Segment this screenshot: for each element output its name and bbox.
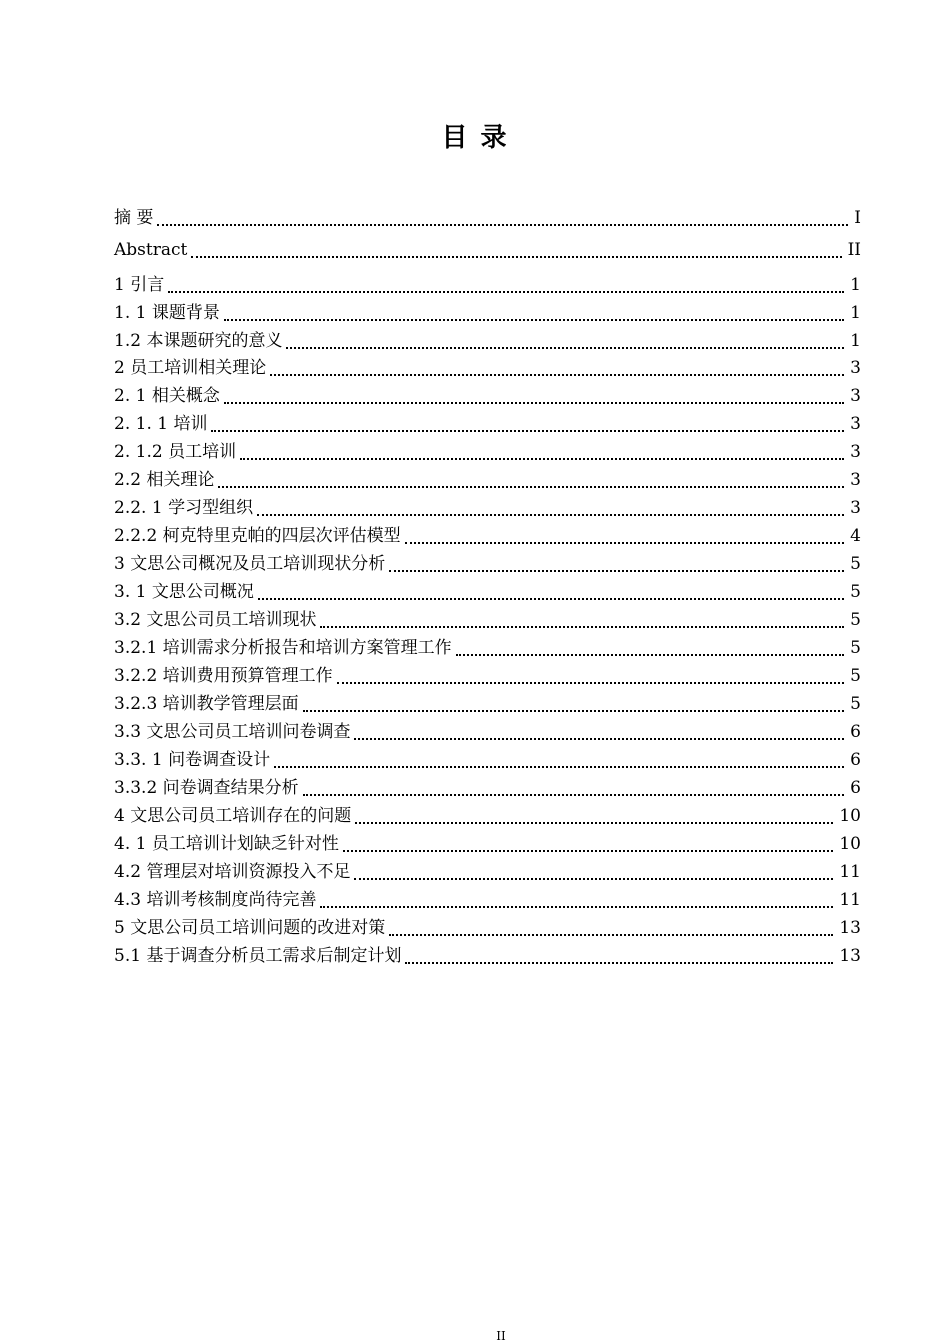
toc-entry-section[interactable] — [114, 468, 861, 492]
toc-entry-section[interactable] — [114, 329, 861, 353]
toc-entry-page: 6 — [850, 722, 861, 742]
toc-entry-label: 4.2 管理层对培训资源投入不足 — [114, 862, 351, 882]
toc-entry-label: 2. 1 相关概念 — [114, 386, 220, 406]
toc-entry-section[interactable] — [114, 384, 861, 408]
dot-leader — [456, 654, 845, 656]
toc-entry-page: 5 — [850, 610, 861, 630]
toc-entry-page: 5 — [850, 694, 861, 714]
dot-leader — [218, 486, 844, 488]
dot-leader — [168, 291, 844, 293]
toc-entry-page: 13 — [839, 946, 861, 966]
toc-entry-label: 1 引言 — [114, 275, 165, 295]
toc-entry-subsection[interactable] — [114, 636, 861, 660]
toc-entry-label: 2.2 相关理论 — [114, 470, 215, 490]
toc-entry-page: I — [854, 208, 861, 228]
toc-entry-label: 3.3. 1 问卷调查设计 — [114, 750, 271, 770]
dot-leader — [258, 598, 844, 600]
toc-entry-page: 5 — [850, 554, 861, 574]
toc-entry-section[interactable] — [114, 580, 861, 604]
toc-entry-page: 6 — [850, 750, 861, 770]
toc-entry-chapter-5[interactable] — [114, 916, 861, 940]
toc-entry-label: 1.2 本课题研究的意义 — [114, 331, 283, 351]
toc-entry-label: 2. 1. 1 培训 — [114, 414, 208, 434]
toc-entry-page: 3 — [850, 358, 861, 378]
toc-entry-label: 3.3.2 问卷调查结果分析 — [114, 778, 299, 798]
toc-entry-page: 5 — [850, 666, 861, 686]
toc-entry-label: 4. 1 员工培训计划缺乏针对性 — [114, 834, 339, 854]
toc-entry-page: 3 — [850, 470, 861, 490]
dot-leader — [320, 906, 833, 908]
dot-leader — [191, 256, 841, 258]
dot-leader — [303, 794, 845, 796]
toc-entry-page: 11 — [839, 890, 861, 910]
dot-leader — [211, 430, 844, 432]
dot-leader — [240, 458, 844, 460]
toc-entry-chapter-3[interactable] — [114, 552, 861, 576]
toc-entry-label: 1. 1 课题背景 — [114, 303, 220, 323]
toc-entry-section[interactable] — [114, 301, 861, 325]
toc-entry-section[interactable] — [114, 860, 861, 884]
toc-entry-page: II — [847, 240, 861, 260]
toc-entry-subsection[interactable] — [114, 524, 861, 548]
toc-entry-label: 4 文思公司员工培训存在的问题 — [114, 806, 352, 826]
dot-leader — [270, 374, 844, 376]
toc-entry-subsection[interactable] — [114, 692, 861, 716]
toc-entry-abstract-cn[interactable] — [114, 206, 861, 230]
toc-entry-label: 5.1 基于调查分析员工需求后制定计划 — [114, 946, 402, 966]
toc-entry-label: 3.2.1 培训需求分析报告和培训方案管理工作 — [114, 638, 452, 658]
toc-entry-subsection[interactable] — [114, 776, 861, 800]
toc-entry-page: 5 — [850, 638, 861, 658]
dot-leader — [274, 766, 844, 768]
toc-entry-section[interactable] — [114, 888, 861, 912]
toc-entry-label: 2.2.2 柯克特里克帕的四层次评估模型 — [114, 526, 401, 546]
dot-leader — [320, 626, 844, 628]
toc-entry-label: 3.2.2 培训费用预算管理工作 — [114, 666, 333, 686]
toc-entry-page: 3 — [850, 498, 861, 518]
toc-entry-page: 6 — [850, 778, 861, 798]
toc-entry-page: 3 — [850, 442, 861, 462]
toc-entry-label: 2. 1.2 员工培训 — [114, 442, 237, 462]
dot-leader — [389, 934, 833, 936]
toc-entry-chapter-1[interactable] — [114, 273, 861, 297]
toc-entry-section[interactable] — [114, 608, 861, 632]
dot-leader — [389, 570, 844, 572]
dot-leader — [337, 682, 845, 684]
dot-leader — [257, 514, 844, 516]
toc-entry-section[interactable] — [114, 832, 861, 856]
dot-leader — [354, 738, 844, 740]
toc-entry-page: 3 — [850, 414, 861, 434]
toc-entry-page: 5 — [850, 582, 861, 602]
dot-leader — [354, 878, 833, 880]
toc-entry-label: 5 文思公司员工培训问题的改进对策 — [114, 918, 386, 938]
toc-entry-page: 1 — [850, 331, 861, 351]
toc-entry-section[interactable] — [114, 720, 861, 744]
toc-entry-abstract-en[interactable] — [114, 238, 861, 262]
toc-entry-label: Abstract — [114, 240, 188, 260]
toc-entry-label: 2.2. 1 学习型组织 — [114, 498, 254, 518]
toc-entry-page: 3 — [850, 386, 861, 406]
dot-leader — [405, 962, 833, 964]
dot-leader — [343, 850, 834, 852]
toc-entry-chapter-4[interactable] — [114, 804, 861, 828]
toc-entry-subsection[interactable] — [114, 496, 861, 520]
page-number: II — [496, 1329, 506, 1343]
dot-leader — [224, 402, 844, 404]
toc-entry-chapter-2[interactable] — [114, 356, 861, 380]
toc-entry-page: 10 — [839, 806, 861, 826]
toc-entry-label: 3.2.3 培训教学管理层面 — [114, 694, 299, 714]
dot-leader — [303, 710, 845, 712]
dot-leader — [224, 319, 844, 321]
toc-entry-label: 3. 1 文思公司概况 — [114, 582, 254, 602]
toc-entry-subsection[interactable] — [114, 748, 861, 772]
toc-entry-page: 4 — [850, 526, 861, 546]
dot-leader — [157, 224, 848, 226]
toc-entry-page: 13 — [839, 918, 861, 938]
toc-entry-label: 2 员工培训相关理论 — [114, 358, 267, 378]
dot-leader — [405, 542, 845, 544]
toc-entry-label: 3 文思公司概况及员工培训现状分析 — [114, 554, 386, 574]
dot-leader — [286, 347, 844, 349]
toc-entry-page: 1 — [850, 303, 861, 323]
toc-entry-page: 11 — [839, 862, 861, 882]
dot-leader — [355, 822, 833, 824]
toc-entry-subsection[interactable] — [114, 412, 861, 436]
toc-entry-section[interactable] — [114, 944, 861, 968]
toc-entry-label: 3.3 文思公司员工培训问卷调查 — [114, 722, 351, 742]
page-title: 目 录 — [441, 123, 509, 153]
toc-entry-label: 4.3 培训考核制度尚待完善 — [114, 890, 317, 910]
toc-entry-label: 3.2 文思公司员工培训现状 — [114, 610, 317, 630]
toc-entry-subsection[interactable] — [114, 440, 861, 464]
toc-entry-subsection[interactable] — [114, 664, 861, 688]
toc-entry-page: 1 — [850, 275, 861, 295]
toc-entry-page: 10 — [839, 834, 861, 854]
toc-entry-label: 摘 要 — [114, 208, 154, 228]
